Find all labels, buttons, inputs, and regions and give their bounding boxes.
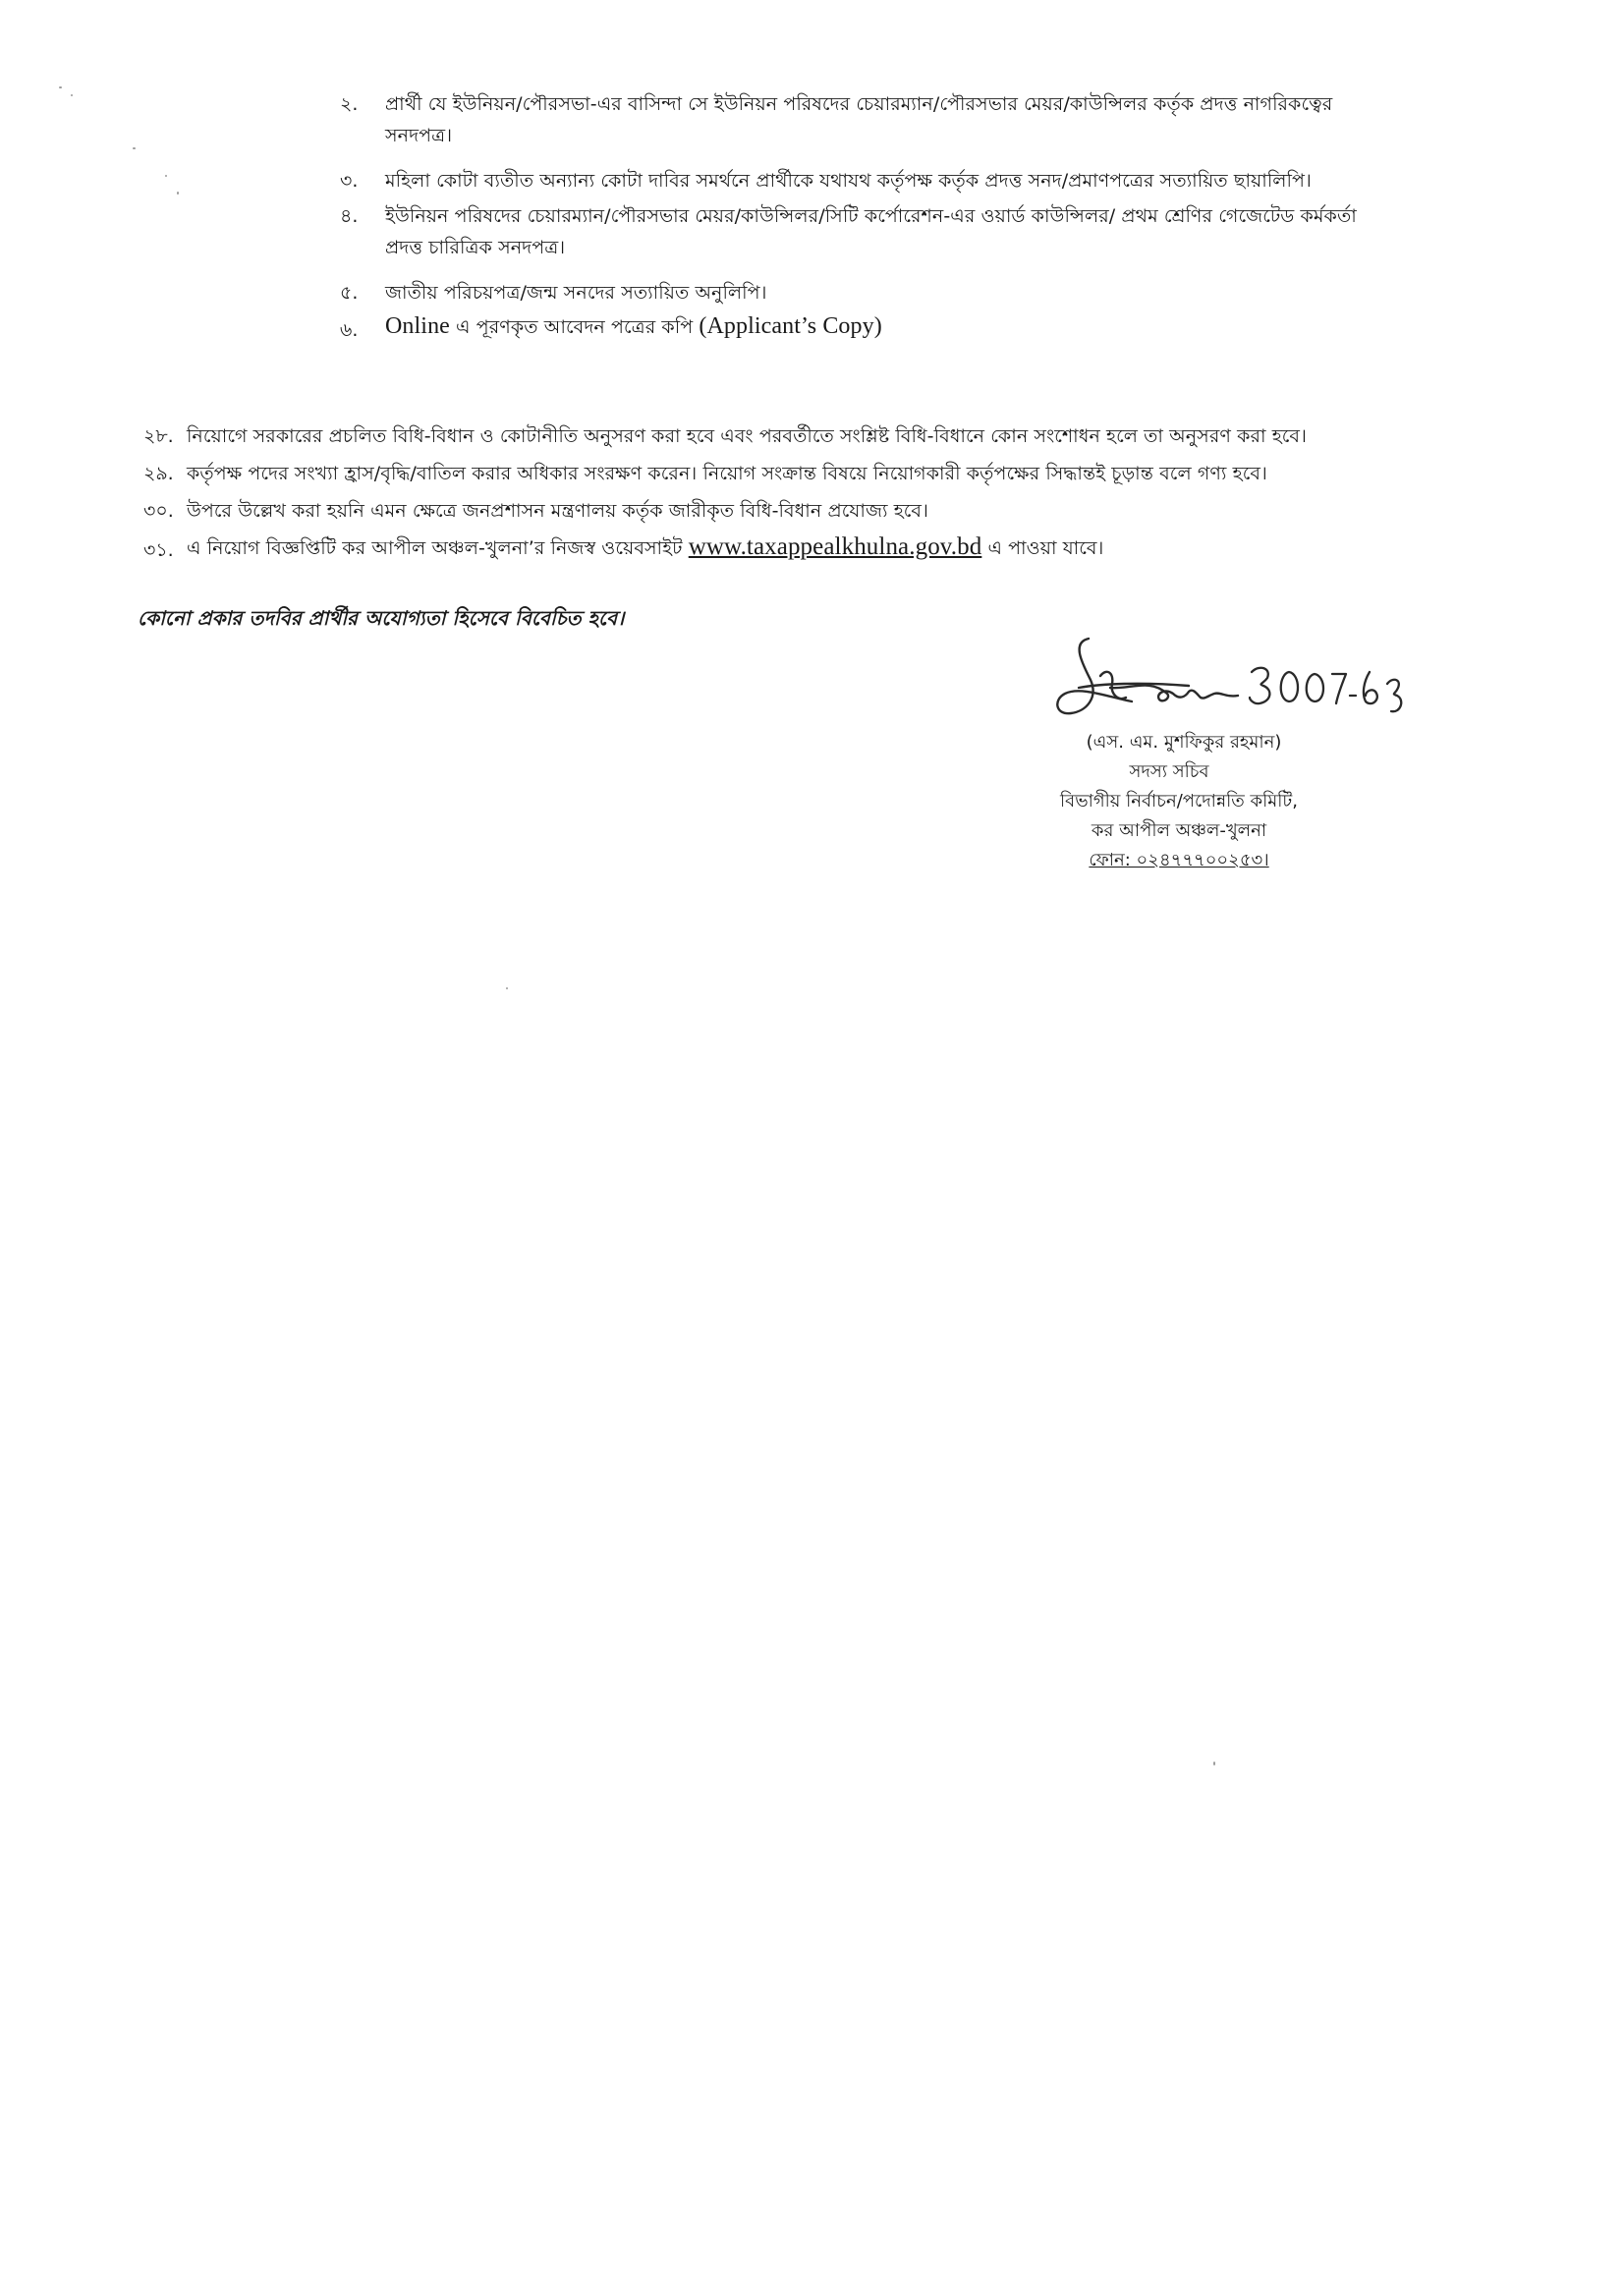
- clause-number: ৩১.: [143, 539, 174, 561]
- clause-text: উপরে উল্লেখ করা হয়নি এমন ক্ষেত্রে জনপ্রশাসন মন্ত্রণালয় কর্তৃক জারীকৃত বিধি-বিধান প্রযোজ্য হবে।: [187, 500, 928, 522]
- clause-text: নিয়োগে সরকারের প্রচলিত বিধি-বিধান ও কোটানীতি অনুসরণ করা হবে এবং পরবর্তীতে সংশ্লিষ্ট বিধি-বিধানে কোন সংশোধন হলে তা অনুসরণ করা হবে।: [187, 425, 1307, 447]
- signature-block: [1002, 758, 1336, 785]
- signature-block: [1002, 817, 1356, 844]
- signature-block: [992, 788, 1366, 814]
- scan-speck: [177, 192, 179, 195]
- signatory-designation: সদস্য সচিব: [1129, 761, 1209, 782]
- signatory-phone: ফোন: ০২৪৭৭৭০০২৫৩।: [1089, 850, 1269, 870]
- clause-number: ৩০.: [143, 500, 174, 522]
- signature-block: [1002, 729, 1366, 756]
- online-word: Online: [385, 313, 450, 339]
- list-item-text: প্রার্থী যে ইউনিয়ন/পৌরসভা-এর বাসিন্দা সে ইউনিয়ন পরিষদের চেয়ারম্যান/পৌরসভার মেয়র/কাউন্সিলর কর্তৃক প্রদত্ত নাগরিকত্বের: [385, 93, 1333, 115]
- scan-speck: [1213, 1762, 1215, 1765]
- scan-speck: [165, 175, 167, 177]
- list-item-text: ইউনিয়ন পরিষদের চেয়ারম্যান/পৌরসভার মেয়র/কাউন্সিলর/সিটি কর্পোরেশন-এর ওয়ার্ড কাউন্সিলর/ প্রথম শ্রেণির গেজেটেড কর্মকর্তা: [385, 205, 1357, 227]
- scan-speck: [506, 987, 508, 989]
- list-item-number: ৪.: [340, 205, 359, 227]
- website-link[interactable]: www.taxappealkhulna.gov.bd: [688, 533, 982, 560]
- warning-note: কোনো প্রকার তদবির প্রার্থীর অযোগ্যতা হিসেবে বিবেচিত হবে।: [138, 606, 625, 630]
- list-item-text: মহিলা কোটা ব্যতীত অন্যান্য কোটা দাবির সমর্থনে প্রার্থীকে যথাযথ কর্তৃপক্ষ কর্তৃক প্রদত্ত সনদ/প্রমাণপত্রের সত্যায়িত ছায়ালিপি।: [385, 170, 1312, 192]
- list-item-number: ২.: [340, 93, 359, 115]
- list-item-text: জাতীয় পরিচয়পত্র/জন্ম সনদের সত্যায়িত অনুলিপি।: [385, 282, 767, 304]
- list-item-text: সনদপত্র।: [385, 125, 453, 146]
- signature-block: [1002, 847, 1356, 873]
- list-item-number: ৬.: [340, 319, 359, 341]
- clause-text-after: এ পাওয়া যাবে।: [981, 537, 1104, 559]
- list-item-number: ৫.: [340, 282, 359, 304]
- list-item-text: [385, 312, 882, 341]
- list-item-number: ৩.: [340, 170, 359, 192]
- scan-speck: [59, 86, 62, 88]
- list-item-text: প্রদত্ত চারিত্রিক সনদপত্র।: [385, 237, 566, 258]
- signatory-office: কর আপীল অঞ্চল-খুলনা: [1091, 820, 1267, 841]
- scan-speck: [71, 94, 73, 96]
- clause-text: [187, 533, 1103, 562]
- signatory-committee: বিভাগীয় নির্বাচন/পদোন্নতি কমিটি,: [1060, 791, 1298, 812]
- applicant-copy-text: এ পূরণকৃত আবেদন পত্রের কপি: [449, 316, 700, 338]
- clause-number: ২৯.: [143, 463, 174, 484]
- clause-text-before: এ নিয়োগ বিজ্ঞপ্তিটি কর আপীল অঞ্চল-খুলনা’র নিজস্ব ওয়েবসাইট: [187, 537, 689, 559]
- clause-text: কর্তৃপক্ষ পদের সংখ্যা হ্রাস/বৃদ্ধি/বাতিল করার অধিকার সংরক্ষণ করেন। নিয়োগ সংক্রান্ত বিষয়ে নিয়োগকারী কর্তৃপক্ষের সিদ্ধান্তই চূড়ান্ত বলে গণ্য হবে।: [187, 463, 1267, 484]
- signatory-name: (এস. এম. মুশফিকুর রহমান): [1086, 732, 1282, 753]
- clause-number: ২৮.: [143, 425, 174, 447]
- scan-speck: [133, 147, 136, 149]
- applicant-copy-label: (Applicant’s Copy): [699, 313, 882, 339]
